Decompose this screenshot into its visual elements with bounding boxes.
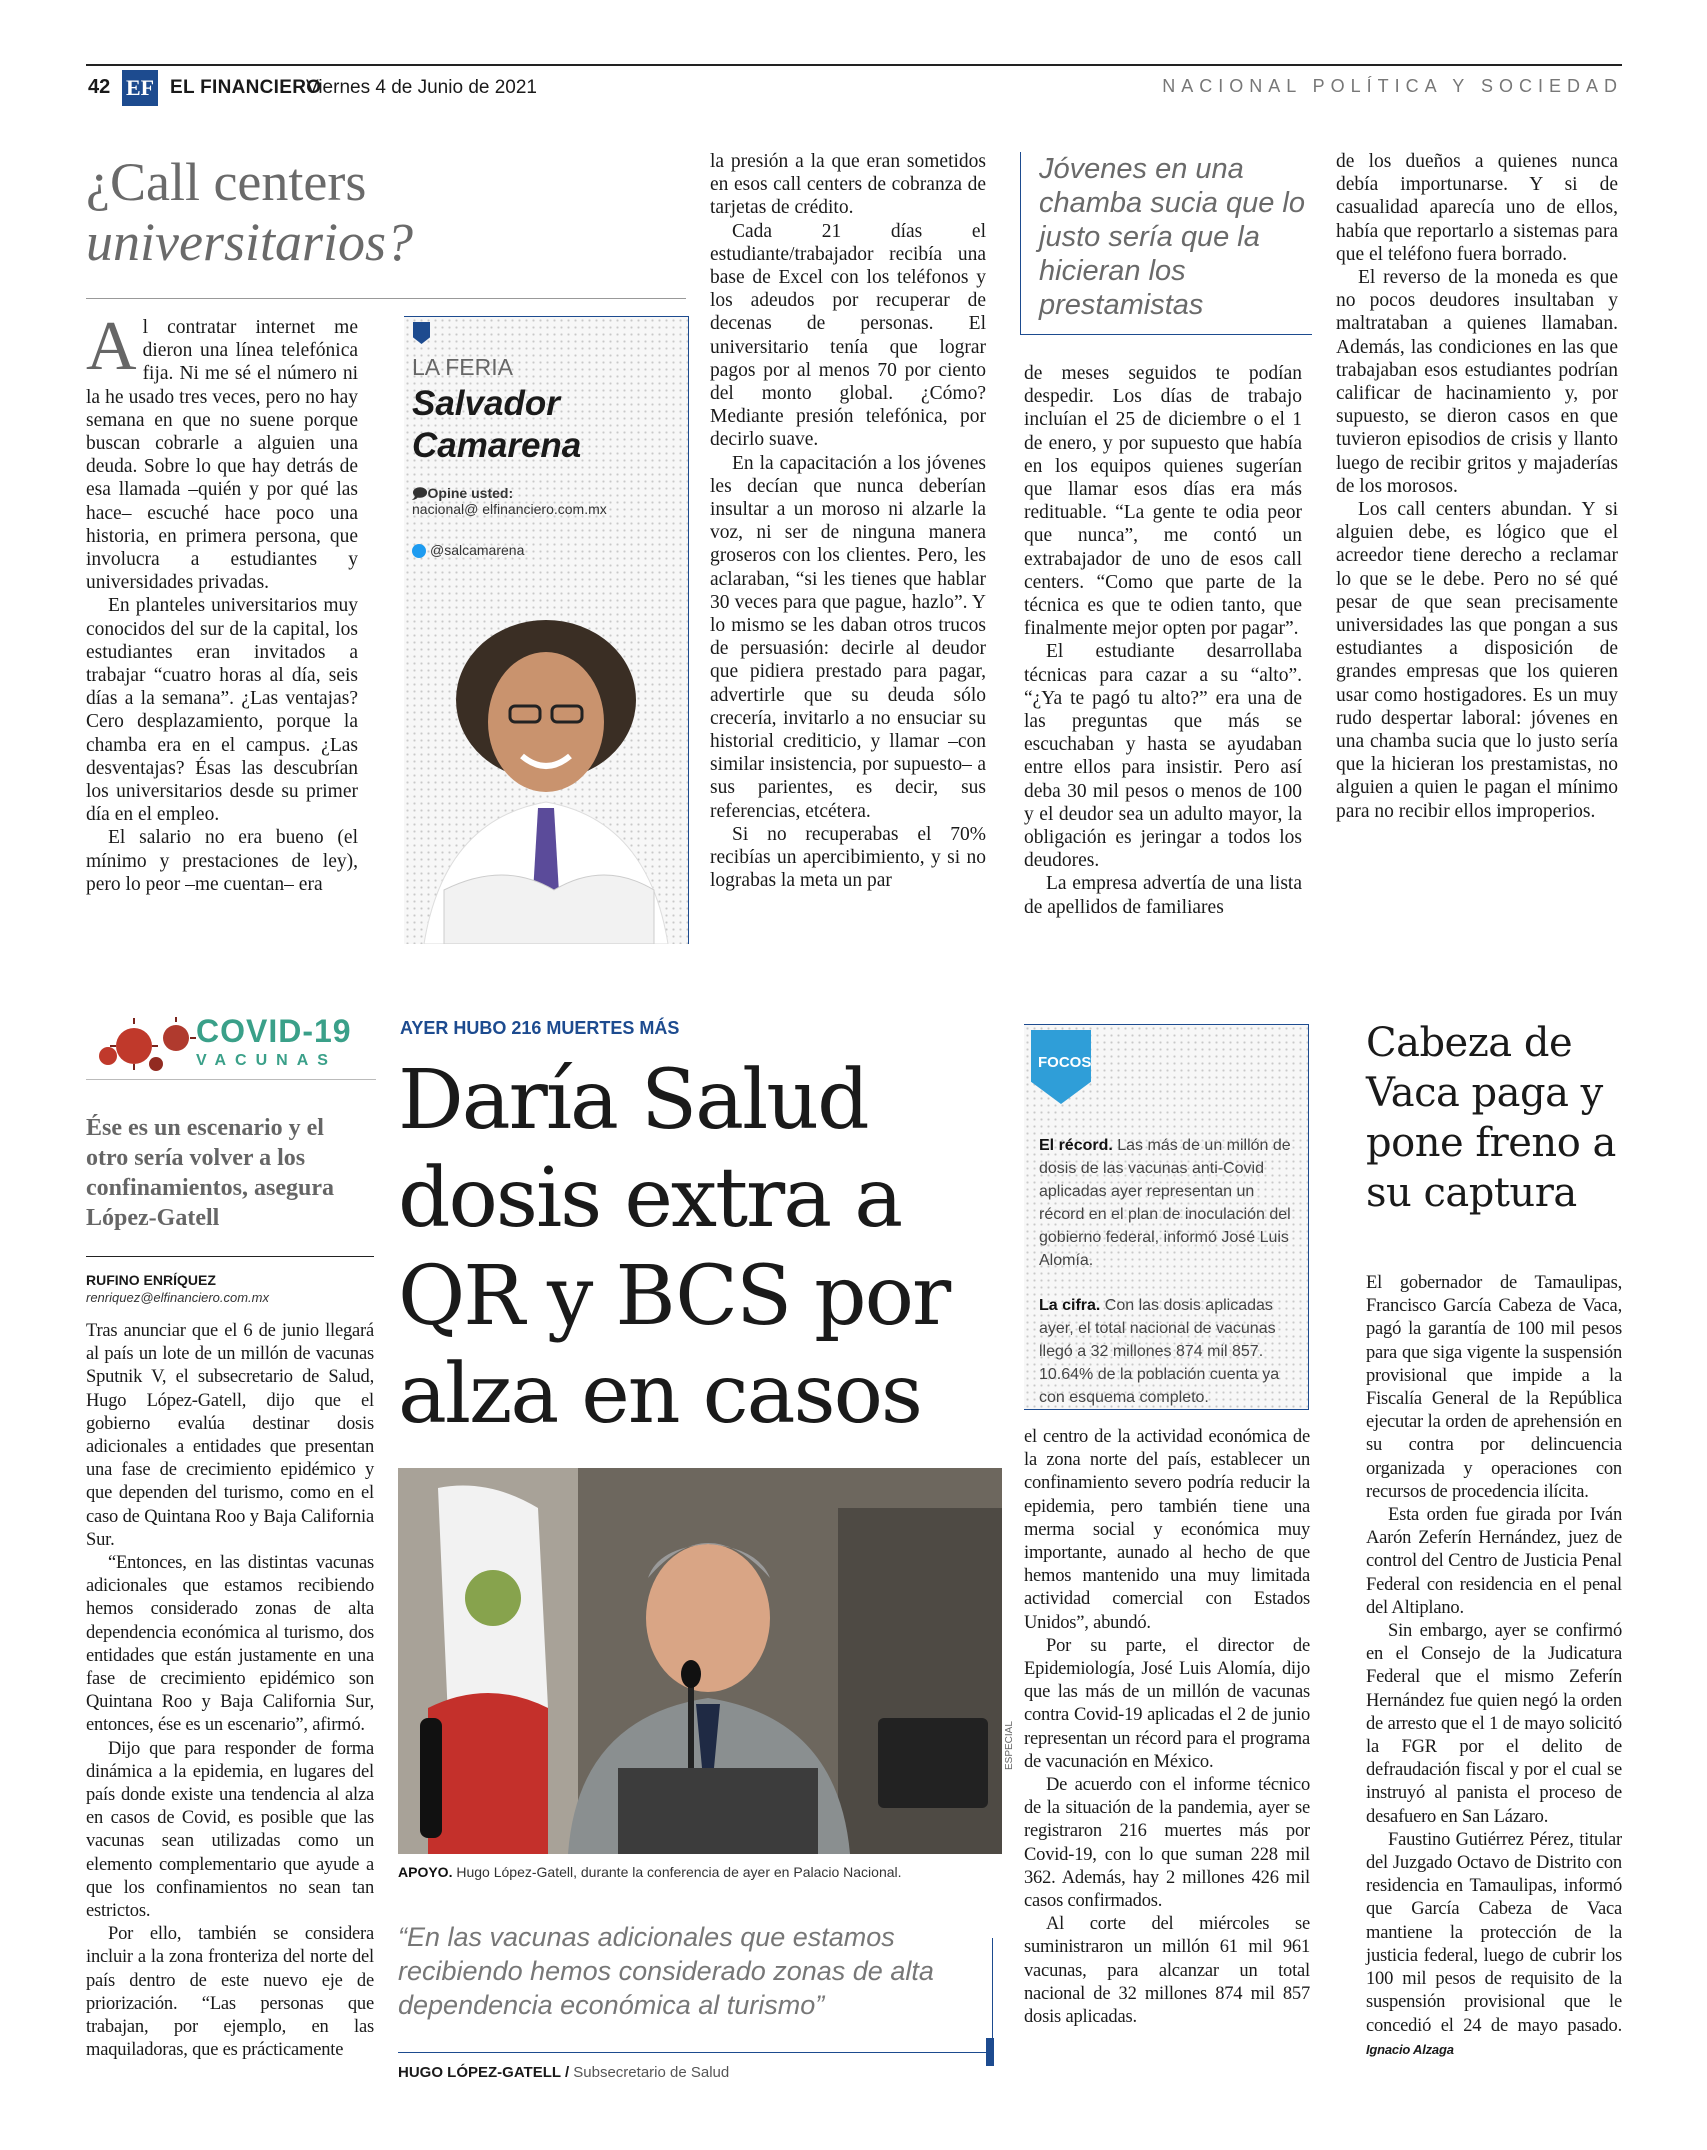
paragraph: de los dueños a quienes nunca debía importunarse. Y si de casualidad aparecía uno de ellos, había que reportarlo a sistemas para que el teléfono fuera borrado. bbox=[1336, 151, 1618, 265]
author-email[interactable]: nacional@ elfinanciero.com.mx bbox=[412, 501, 607, 517]
side-story-body bbox=[1366, 1272, 1622, 2061]
paragraph: Tras anunciar que el 6 de junio llegará al país un lote de un millón de vacunas Sputnik V, el subsecretario de Salud, Hugo López-Gatell, dijo que el gobierno evalúa destinar dosis adicionales a entidades que presentan una fase de crecimiento epidémico y que dependen del turismo, como en el caso de Quintana Roo y Baja California Sur. bbox=[86, 1321, 374, 1550]
main-headline: Daría Salud dosis extra a QR y BCS por alza en casos bbox=[398, 1053, 950, 1442]
paragraph: De acuerdo con el informe técnico de la situación de la pandemia, ayer se registraron 216 muertes más por Covid-19, con lo que suman 228 mil 362. Además, hay 2 millones 426 mil casos confirmados. bbox=[1024, 1775, 1310, 1912]
section-name: NACIONAL POLÍTICA Y SOCIEDAD bbox=[1162, 76, 1623, 96]
paragraph: El reverso de la moneda es que no pocos deudores insultaban y maltrataban a quienes llamaban. Además, las condiciones en las que trabajaban esos estudiantes podrían calificar de hacinamiento y, por supuesto, se dieron casos en que tuvieron episodios de crisis y llanto luego de recibir gritos y majaderías de los morosos. bbox=[1336, 267, 1618, 497]
quote-block: “En las vacunas adicionales que estamos recibiendo hemos considerado zonas de alta dependencia económica al turismo” bbox=[398, 1922, 934, 2020]
column-body-col4 bbox=[1336, 150, 1618, 823]
paragraph: La empresa advertía de una lista de apellidos de familiares bbox=[1024, 873, 1302, 918]
paragraph: de meses seguidos te podían despedir. Los días de trabajo incluían el 25 de diciembre o el 1 de enero, y por supuesto que había en los equipos quienes sugerían que llamar esos días era más redituable. “La gente te odia peor que nunca”, me contó un extrabajador de uno de esos call centers. “Como que parte de la técnica es que te odien tanto, que finalmente mejor opten por pagar”. bbox=[1024, 363, 1302, 640]
quote-attribution: HUGO LÓPEZ-GATELL / Subsecretario de Salud bbox=[398, 2064, 730, 2081]
photo-caption: APOYO. Hugo López-Gatell, durante la conferencia de ayer en Palacio Nacional. bbox=[398, 1864, 902, 1880]
paragraph: El estudiante desarrollaba técnicas para cazar a su “alto”. “¿Ya te pagó tu alto?” era una de las preguntas que más se escuchaban y hasta se ayudaban entre ellos para insistir. Pero así deba 30 mil pesos o menos de 100 y el deudor sea un adulto mayor, la obligación es jeringar a todos los deudores. bbox=[1024, 641, 1302, 872]
column-kicker: LA FERIA bbox=[412, 354, 513, 380]
covid-banner-title: COVID-19 bbox=[196, 1013, 352, 1049]
covid-banner-subtitle: VACUNAS bbox=[196, 1052, 337, 1069]
paragraph: Los call centers abundan. Y si alguien debe, es lógico que el acreedor tiene derecho a reclamar lo que se le debe. Pero no sé qué pesar de que sean precisamente universidades las que pongan a sus estudiantes a disposición de grandes empresas que los quieren usar como hostigadores. Es un muy rudo despertar laboral: jóvenes en una chamba sucia que lo justo sería que la hicieran los prestamistas, no alguien a quien le pagan el mínimo para no recibir ellos improperios. bbox=[1336, 499, 1618, 822]
newspaper-name: EL FINANCIERO bbox=[170, 77, 322, 98]
side-headline: Cabeza de Vaca paga y pone freno a su captura bbox=[1366, 1020, 1616, 1216]
focos-label: FOCOS bbox=[1038, 1054, 1092, 1071]
banner-divider bbox=[86, 1079, 376, 1080]
focos-item: La cifra. Con las dosis aplicadas ayer, el total nacional de vacunas llegó a 32 millones 874 mil 857. 10.64% de la población cuenta ya con esquema completo. bbox=[1039, 1297, 1280, 1406]
newspaper-logo: EF bbox=[122, 70, 158, 106]
pull-quote: Jóvenes en una chamba sucia que lo justo sería que la hicieran los prestamistas bbox=[1020, 152, 1312, 335]
page-number: 42 bbox=[88, 76, 111, 98]
paragraph: Al contratar internet me dieron una línea telefónica fija. Ni me sé el número ni la he usado tres veces, pero no hay semana en que no suene porque buscan cobrarle a alguien una deuda. Sobre lo que hay detrás de esa llamada –quién y por qué las hace– escuché hace poco una historia, en primera persona, que involucra a estudiantes y universidades privadas. bbox=[86, 308, 358, 594]
column-body-col2 bbox=[710, 150, 986, 893]
quote-corner bbox=[986, 2038, 994, 2066]
paragraph: Dijo que para responder de forma dinámica a la epidemia, en lugares del país donde existe una tendencia al alza en casos de Covid, es posible que las vacunas sean utilizadas como un elemento complementario que ayude a que los confinamientos no sean tan estrictos. bbox=[86, 1738, 374, 1922]
photo-credit: ESPECIAL bbox=[1004, 1721, 1015, 1770]
story-body-col3 bbox=[1024, 1426, 1310, 2029]
paragraph: El gobernador de Tamaulipas, Francisco García Cabeza de Vaca, pagó la garantía de 100 mil pesos para que siga vigente la suspensión provisional que impide a la Fiscalía General de la República ejecutar la orden de aprehensión en su contra por delincuencia organizada y operaciones con recursos de procedencia ilícita. bbox=[1366, 1273, 1622, 1502]
twitter-icon bbox=[412, 544, 426, 558]
author-portrait bbox=[404, 570, 689, 944]
title-divider bbox=[86, 298, 686, 299]
paragraph: la presión a la que eran sometidos en esos call centers de cobranza de tarjetas de crédito. bbox=[710, 151, 986, 219]
paragraph: Cada 21 días el estudiante/trabajador recibía una base de Excel con los teléfonos y los adeudos por recuperar de decenas de personas. El universitario tenía que lograr pagos por al menos 70 por ciento del monto global. ¿Cómo? Mediante presión telefónica, por decirlo suave. bbox=[710, 220, 986, 451]
issue-date: Viernes 4 de Junio de 2021 bbox=[306, 77, 537, 98]
byline-name: RUFINO ENRÍQUEZ bbox=[86, 1272, 216, 1288]
focos-content bbox=[1039, 1134, 1301, 1431]
author-name: Salvador Camarena bbox=[412, 384, 582, 465]
column-body-col1 bbox=[86, 308, 358, 896]
column-title bbox=[86, 152, 686, 272]
news-photo bbox=[398, 1468, 1002, 1854]
story-overline: AYER HUBO 216 MUERTES MÁS bbox=[400, 1018, 680, 1038]
paragraph: Por ello, también se considera incluir a la zona fronteriza del norte del país dentro de este nuevo eje de priorización. “Las personas que trabajan, por ejemplo, en las maquiladoras, que es prácticamente bbox=[86, 1924, 374, 2061]
paragraph: Por su parte, el director de Epidemiología, José Luis Alomía, dijo que las más de un millón de vacunas contra Covid-19 aplicadas el 2 de junio representan un récord para el programa de vacunación en México. bbox=[1024, 1635, 1310, 1772]
quote-frame bbox=[992, 1938, 993, 2052]
opine-label: 🗩Opine usted: bbox=[412, 485, 514, 501]
column-title-line2: universitarios? bbox=[86, 212, 414, 272]
reporter-signature: Ignacio Alzaga bbox=[1366, 2041, 1454, 2057]
paragraph: El salario no era bueno (el mínimo y prestaciones de ley), pero lo peor –me cuentan– era bbox=[86, 827, 358, 895]
speech-bubble-icon: 🗩 bbox=[412, 485, 428, 501]
paragraph: En la capacitación a los jóvenes les decían que nunca deberían insultar a un moroso ni alzarle la voz, ni ser de ninguna manera groseros con los clientes. Pero, les aclaraban, “si les tienes que hablar 30 veces para que pague, hazlo”. Y lo mismo se les daban otros trucos de persuasión: decirle al deudor que pidiera prestado para pagar, advertirle que su deuda sólo crecería, invitarlo a no ensuciar su historial crediticio, y llamar –con similar insistencia, por supuesto– a sus parientes, es decir, sus referencias, etcétera. bbox=[710, 452, 986, 822]
column-title-line1: ¿Call centers bbox=[86, 152, 367, 212]
story-deck: Ése es un escenario y el otro sería volver a los confinamientos, asegura López-Gatell bbox=[86, 1115, 334, 1231]
story-body-col1 bbox=[86, 1320, 374, 2063]
paragraph: Sin embargo, ayer se confirmó en el Consejo de la Judicatura Federal que el mismo Zeferín Hernández fue quien negó la orden de arresto que el 1 de mayo solicitó la FGR por el delito de defraudación fiscal y por el cual se instruyó al panista el proceso de desafuero en San Lázaro. bbox=[1366, 1621, 1622, 1827]
paragraph: “Entonces, en las distintas vacunas adicionales que estamos recibiendo hemos considerado zonas de alta dependencia económica al turismo, dos entidades que están justamente en una fase de crecimiento epidémico son Quintana Roo y Baja California Sur, entonces, ése es un escenario”, afirmó. bbox=[86, 1553, 374, 1736]
twitter-handle[interactable]: @salcamarena bbox=[430, 542, 525, 558]
paragraph: Faustino Gutiérrez Pérez, titular del Juzgado Octavo de Distrito con residencia en Tamaulipas, informó que García Cabeza de Vaca mantiene la protección de la justicia federal, luego de cubrir los 100 mil pesos de requisito de la suspensión provisional que le concedió el 24 de mayo pasado. Ignacio Alzaga bbox=[1366, 1829, 1622, 2057]
paragraph: Esta orden fue girada por Iván Aarón Zeferín Hernández, juez de control del Centro de Justicia Penal Federal con residencia en el penal del Altiplano. bbox=[1366, 1505, 1622, 1618]
paragraph: el centro de la actividad económica de la zona norte del país, establecer un confinamiento severo podría reducir la epidemia, pero también tiene una merma social y económica muy importante, aunado al hecho de que hemos mantenido una muy limitada actividad comercial con Estados Unidos”, abundó. bbox=[1024, 1427, 1310, 1633]
quote-divider bbox=[398, 2052, 993, 2053]
paragraph: En planteles universitarios muy conocidos del sur de la capital, los estudiantes eran invitados a trabajar “cuatro horas al día, seis días a la semana”. ¿Las ventajas? Cero desplazamiento, porque la chamba era en el campus. ¿Las desventajas? Ésas las descubrían los universitarios desde su primer día en el empleo. bbox=[86, 595, 358, 826]
column-body-col3 bbox=[1024, 362, 1302, 919]
drop-cap: A bbox=[86, 308, 137, 385]
header-rule bbox=[86, 64, 1622, 66]
paragraph: Si no recuperabas el 70% recibías un apercibimiento, y si no lograbas la meta un par bbox=[710, 823, 986, 892]
focos-item: El récord. Las más de un millón de dosis de las vacunas anti-Covid aplicadas ayer representan un récord en el plan de inoculación del gobierno federal, informó José Luis Alomía. bbox=[1039, 1137, 1291, 1269]
byline-divider bbox=[86, 1256, 374, 1257]
paragraph: Al corte del miércoles se suministraron un millón 61 mil 961 vacunas, para alcanzar un total nacional de 32 millones 874 mil 857 dosis aplicadas. bbox=[1024, 1914, 1310, 2028]
byline-email[interactable]: renriquez@elfinanciero.com.mx bbox=[86, 1290, 269, 1305]
